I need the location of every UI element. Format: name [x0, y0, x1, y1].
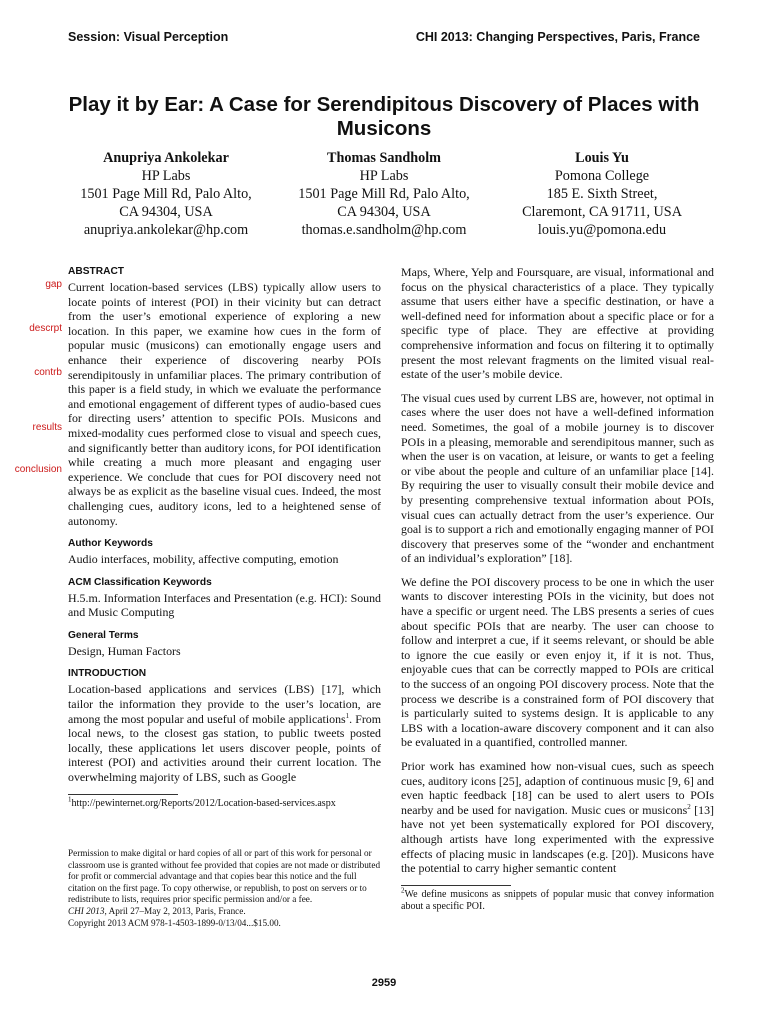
permission-text: Permission to make digital or hard copies of all or part of this work for personal or classroom use is granted without fee provided that copies are not made or distributed for profit or commercial advantage and that copies bear this notice and the full citation on the first page. To copy otherwise, or republish, to post on servers or to redistribute to lists, requires prior specific permission and/or a fee. — [68, 848, 381, 905]
acm-keywords-heading: ACM Classification Keywords — [68, 576, 212, 588]
margin-label-contrb: contrb — [34, 367, 62, 378]
author-email: thomas.e.sandholm@hp.com — [301, 222, 467, 238]
running-header-conference: CHI 2013: Changing Perspectives, Paris, France — [415, 30, 700, 44]
body-text-part: Prior work has examined how non-visual cues, such as speech cues, auditory icons [25], adaption of continuous music [9, 6] and even haptic feedback [18] can be used to alert users to POIs nearby and be used for navigation. Music cues or musicons — [401, 759, 714, 817]
conference-line — [68, 906, 381, 918]
body-paragraph: Maps, Where, Yelp and Foursquare, are visual, informational and focus on the physical characteristics of a place. They typically assume that users either have a specific destination, or have a well-defined need for information about a specific place or for a specific type of place. They are effective at providing comprehensive information and focus on filtering it to optimally present the most relevant fragments on the limited visual real-estate of the user’s mobile device. — [401, 265, 714, 382]
introduction-text — [68, 682, 381, 784]
author-3 — [496, 149, 708, 239]
author-email: anupriya.ankolekar@hp.com — [83, 222, 249, 238]
author-2 — [278, 149, 490, 239]
footnote-text: We define musicons as snippets of popular music that convey information about a specific POI. — [401, 888, 714, 913]
author-name: Thomas Sandholm — [327, 150, 441, 166]
copyright-line: Copyright 2013 ACM 978-1-4503-1899-0/13/04...$15.00. — [68, 917, 281, 928]
author-address: 1501 Page Mill Rd, Palo Alto, — [298, 186, 470, 202]
footnote-divider — [68, 794, 178, 795]
margin-label-conclusion: conclusion — [14, 464, 62, 475]
footnote-ref: 2 — [687, 802, 691, 811]
general-terms-heading: General Terms — [68, 629, 139, 641]
footnote-2 — [401, 886, 714, 914]
left-column — [68, 265, 381, 810]
author-org: Pomona College — [554, 168, 650, 184]
author-org: HP Labs — [141, 168, 191, 184]
body-text-part: [13] have not yet been systematically explored for POI discovery, although artists have long experimented with the expressive effects of placing music in landscapes (e.g. [20]). Musicons have the potential to carry higher semantic content — [401, 802, 714, 876]
permission-block — [68, 848, 381, 929]
abstract-heading: ABSTRACT — [68, 266, 125, 277]
footnote-marker: 2 — [401, 886, 405, 895]
footnote-1 — [68, 795, 381, 811]
margin-label-gap: gap — [45, 279, 62, 290]
author-email: louis.yu@pomona.edu — [537, 222, 667, 238]
introduction-text-part: Location-based applications and services (LBS) [17], which tailor the information they provide to the user’s location, are among the most popular and useful of mobile applications — [68, 682, 381, 726]
acm-keywords-text: H.5.m. Information Interfaces and Presentation (e.g. HCI): Sound and Music Computing — [68, 590, 381, 620]
body-paragraph: We define the POI discovery process to be one in which the user wants to discover interesting POIs in the vicinity, but does not have a specific or urgent need. The LBS presents a series of cues about specific POIs that are nearby. The user can choose to follow and interpret a cue, if it seems relevant, or should be able to ignore the cue easily or even enjoy it, if it is not. Thus, enjoyable cues that can be correctly mapped to POIs are critical to the success of an ongoing POI discovery process. Note that the process we describe is a constrained form of POI discovery that is particularly suited to systems design. It is applicable to any LBS with a location-aware discovery component and it can also be evaluated in a quantified, controlled manner. — [401, 574, 714, 750]
author-keywords-text: Audio interfaces, mobility, affective computing, emotion — [68, 552, 339, 567]
footnote-divider — [401, 885, 511, 886]
author-keywords-heading: Author Keywords — [68, 538, 153, 550]
conference-details: , April 27–May 2, 2013, Paris, France. — [104, 905, 246, 916]
footnote-ref: 1 — [345, 711, 350, 720]
paper-title: Play it by Ear: A Case for Serendipitous Discovery of Places with Musicons — [68, 93, 700, 140]
introduction-text-part: . From local news, to the closest gas station, to public tweets posted locally, these applications let users discover people, points of interest (POI) and activities around their current location. The overwhelming majority of LBS, such as Google — [68, 711, 382, 785]
abstract-text: Current location-based services (LBS) typically allow users to locate points of interest (POI) in their vicinity but can detract from the user’s emotional experience of exploring a new location. In this paper, we examine how cues in the form of popular music (musicons) can emotionally engage users and enhance their experience of discovering nearby POIs serendipitously in unfamiliar places. The primary contribution of this paper is a field study, in which we evaluate the performance and emotional engagement of different types of audio-based cues for directing users’ attention to specific POIs. Musicons and mixed-modality cues performed close to visual and speech cues, and significantly better than auditory icons, for POI identification while creating a much more pleasant and engaging user experience. We conclude that cues for POI discovery need not always be as explicit as the baseline visual cues. Indeed, the most challenging cues, auditory icons, led to a heightened sense of autonomy. — [68, 280, 381, 528]
right-column — [401, 265, 714, 914]
general-terms-text: Design, Human Factors — [68, 643, 181, 658]
author-address: 185 E. Sixth Street, — [546, 186, 658, 202]
page-number: 2959 — [371, 977, 397, 989]
author-name: Anupriya Ankolekar — [103, 150, 229, 166]
conference-name: CHI 2013 — [68, 905, 105, 916]
author-address: Claremont, CA 91711, USA — [522, 204, 682, 220]
author-address: 1501 Page Mill Rd, Palo Alto, — [80, 186, 252, 202]
body-paragraph: The visual cues used by current LBS are, however, not optimal in cases where the user does not have a well-defined information need. Sometimes, the goal of a mobile journey is to discover POIs in a pleasing, memorable and serendipitous manner, such as when the user is on vacation, at leisure, or wants to get a feeling or vibe about the people and culture of an unfamiliar place [14]. By requiring the user to visually consult their mobile device and by presenting comprehensive textual information about POIs, visual cues can actually detract from the user’s experience. Our goal is to support a rich and emotionally engaging manner of POI discovery that preserves some of the “wonder and enchantment of an individual’s exploration” [18]. — [401, 390, 714, 566]
margin-label-results: results — [32, 422, 62, 433]
footnote-text: http://pewinternet.org/Reports/2012/Location-based-services.aspx — [71, 797, 336, 809]
margin-label-descrpt: descrpt — [29, 323, 62, 334]
author-block — [60, 149, 708, 239]
author-org: HP Labs — [359, 168, 409, 184]
author-1 — [60, 149, 272, 239]
body-paragraph — [401, 759, 714, 876]
footnote-marker: 1 — [68, 795, 72, 804]
author-name: Louis Yu — [575, 150, 629, 166]
author-address: CA 94304, USA — [119, 204, 213, 220]
author-address: CA 94304, USA — [337, 204, 431, 220]
running-header-session: Session: Visual Perception — [68, 30, 229, 44]
introduction-heading: INTRODUCTION — [68, 668, 147, 680]
